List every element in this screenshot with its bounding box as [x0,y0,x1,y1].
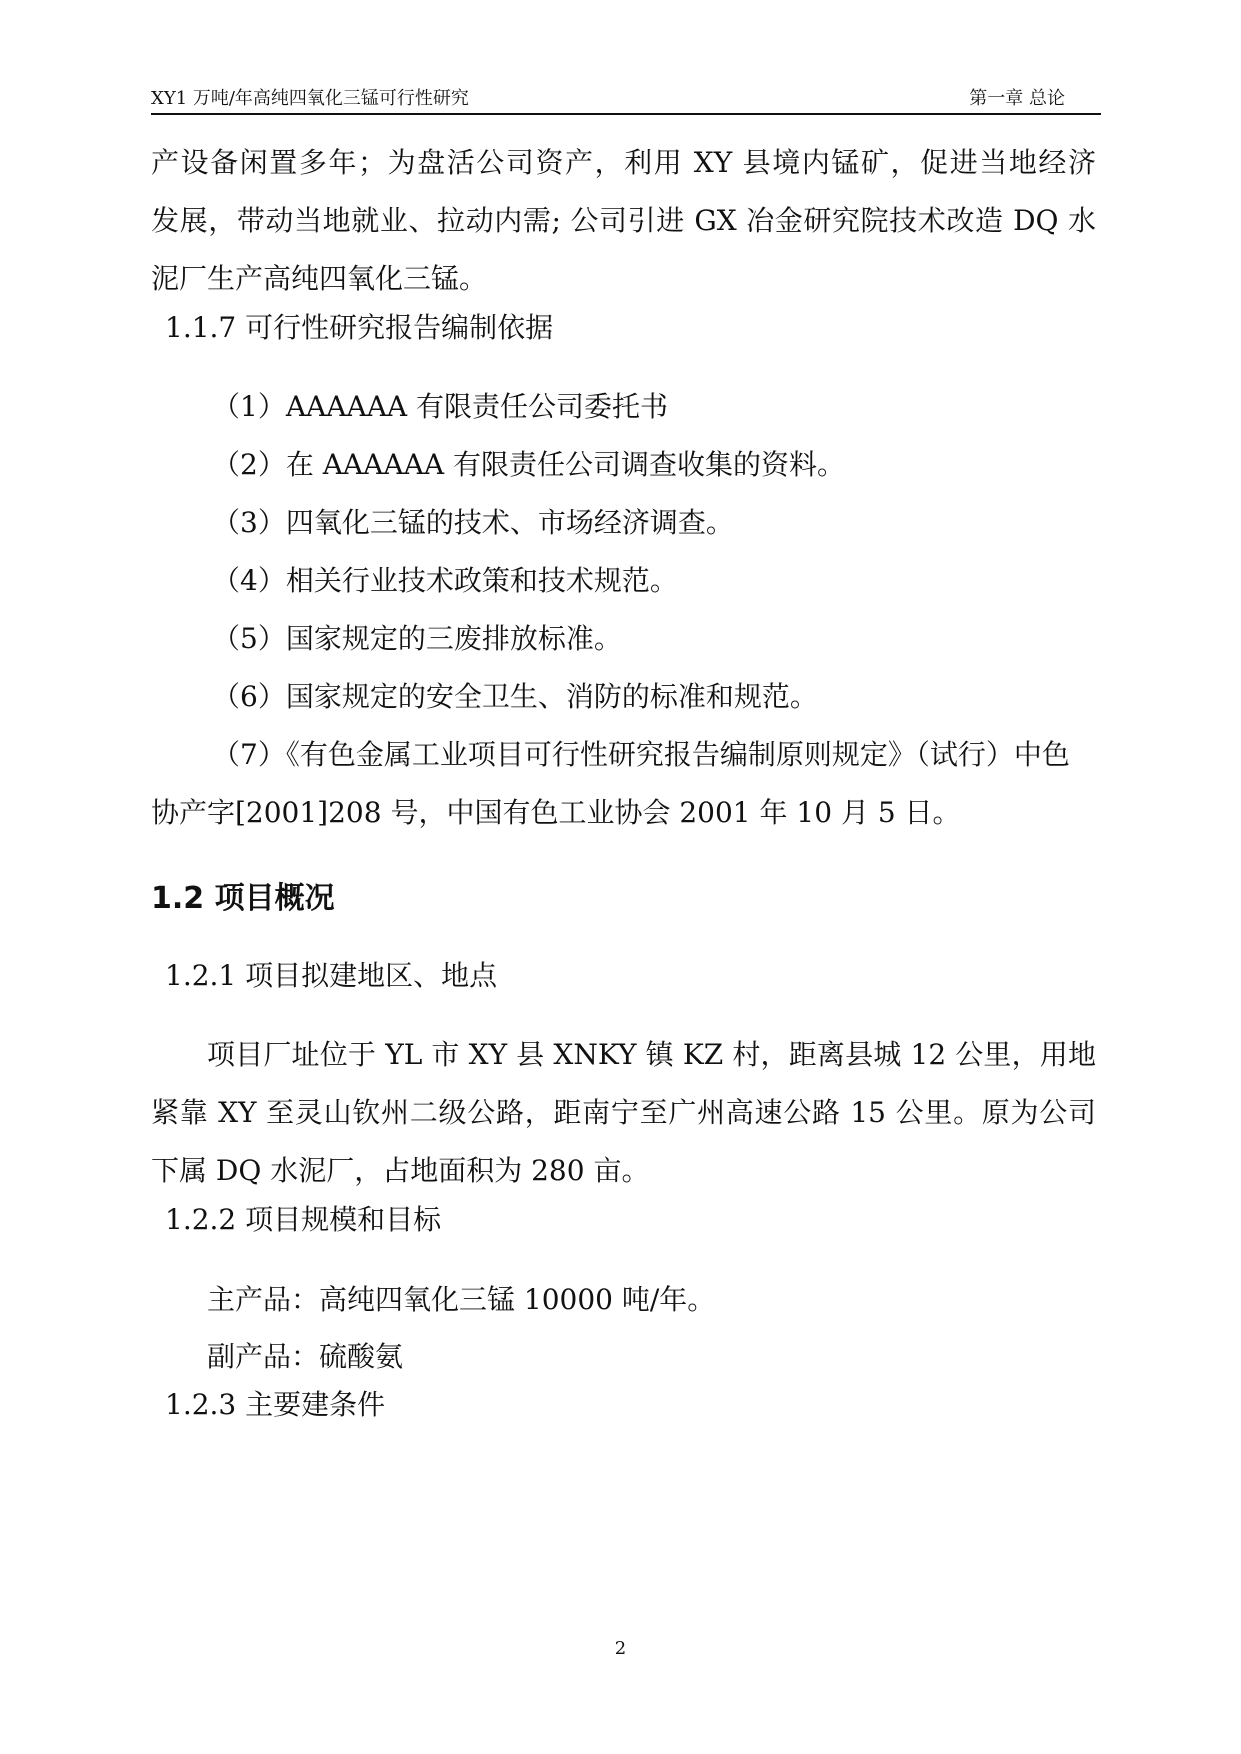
running-header-title: XY1 万吨/年高纯四氧化三锰可行性研究 [151,88,469,109]
basis-list-item-continuation: 协产字[2001]208 号，中国有色工业协会 2001 年 10 月 5 日。 [151,796,961,829]
basis-list-item: （2）在 AAAAAA 有限责任公司调查收集的资料。 [212,448,845,481]
location-paragraph-line: 项目厂址位于 YL 市 XY 县 XNKY 镇 KZ 村，距离县城 12 公里，用地 [207,1038,1096,1071]
subsection-heading-1-1-7: 1.1.7 可行性研究报告编制依据 [165,311,554,344]
basis-list-item: （7）《有色金属工业项目可行性研究报告编制原则规定》（试行）中色 [212,738,1070,771]
running-header-chapter: 第一章 总论 [969,88,1065,109]
basis-list-item: （3）四氧化三锰的技术、市场经济调查。 [212,506,734,539]
basis-list-item: （4）相关行业技术政策和技术规范。 [212,564,678,597]
page-number: 2 [614,1638,627,1659]
intro-paragraph-line: 泥厂生产高纯四氧化三锰。 [151,262,488,295]
section-heading-1-2: 1.2 项目概况 [151,881,335,916]
main-product-line: 主产品：高纯四氧化三锰 10000 吨/年。 [207,1283,716,1316]
basis-list-item: （5）国家规定的三废排放标准。 [212,622,622,655]
intro-paragraph-line: 产设备闲置多年；为盘活公司资产，利用 XY 县境内锰矿，促进当地经济 [151,146,1096,179]
basis-list-item: （6）国家规定的安全卫生、消防的标准和规范。 [212,680,818,713]
by-product-line: 副产品：硫酸氨 [207,1340,404,1373]
subsection-heading-1-2-1: 1.2.1 项目拟建地区、地点 [165,959,498,992]
basis-list-item: （1）AAAAAA 有限责任公司委托书 [212,390,669,423]
location-paragraph-line: 下属 DQ 水泥厂，占地面积为 280 亩。 [151,1154,650,1187]
location-paragraph-line: 紧靠 XY 至灵山钦州二级公路，距南宁至广州高速公路 15 公里。原为公司 [151,1096,1096,1129]
intro-paragraph-line: 发展，带动当地就业、拉动内需; 公司引进 GX 冶金研究院技术改造 DQ 水 [151,204,1096,237]
subsection-heading-1-2-3: 1.2.3 主要建条件 [165,1388,386,1421]
header-divider [151,113,1101,115]
subsection-heading-1-2-2: 1.2.2 项目规模和目标 [165,1203,442,1236]
